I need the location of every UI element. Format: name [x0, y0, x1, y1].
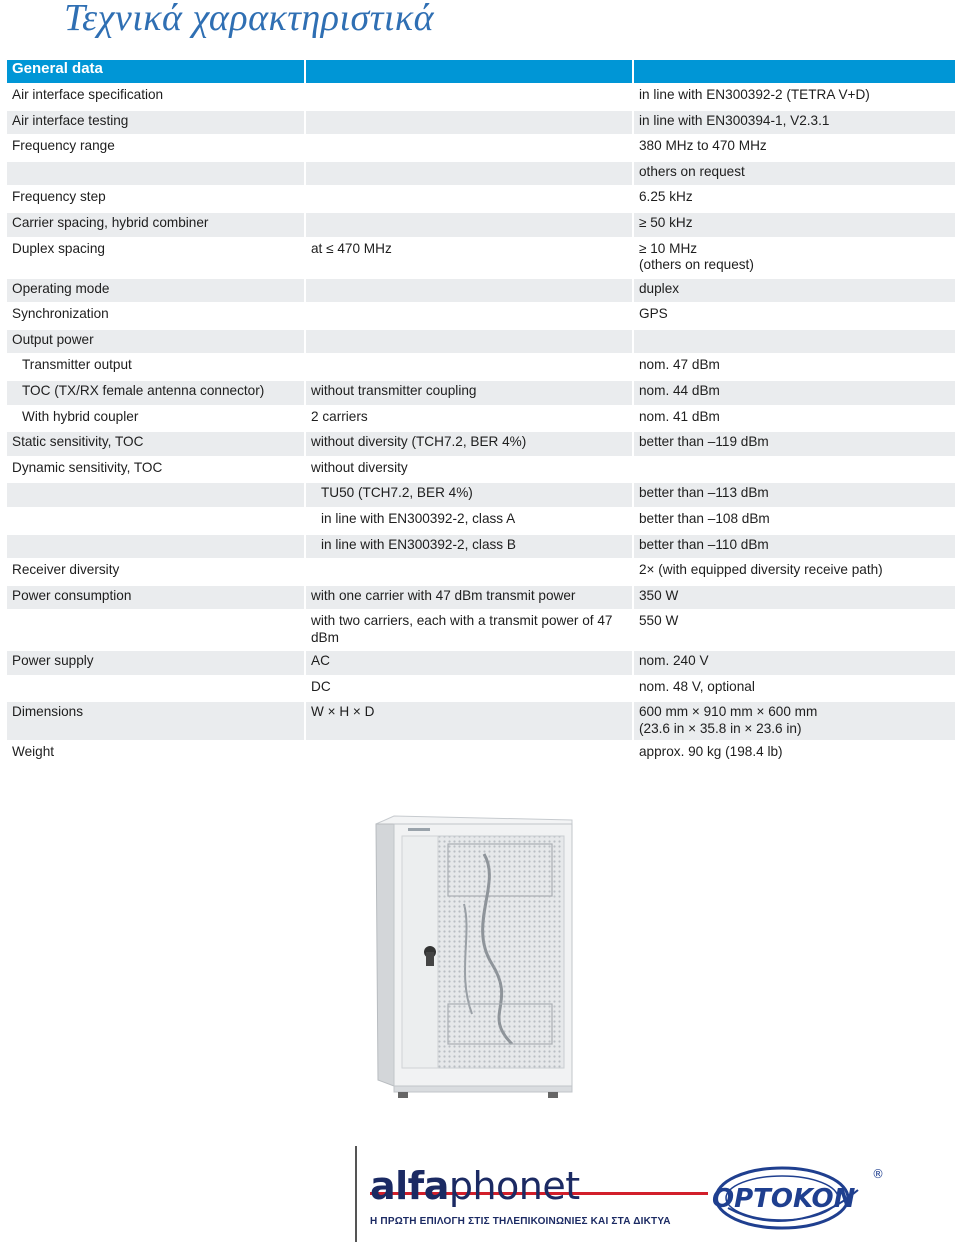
alfaphonet-tagline: Η ΠΡΩΤΗ ΕΠΙΛΟΓΗ ΣΤΙΣ ΤΗΛΕΠΙΚΟΙΝΩΝΙΕΣ ΚΑΙ ΣΤΑ ΔΙΚΤΥΑ: [370, 1216, 671, 1227]
row-label: Synchronization: [7, 303, 305, 329]
table-row: [7, 329, 956, 355]
table-row: [7, 212, 956, 238]
table-row: [7, 676, 956, 702]
row-condition: [305, 84, 633, 110]
row-condition: [305, 329, 633, 355]
table-header: General data: [7, 60, 305, 84]
table-row: [7, 508, 956, 534]
row-label: Dimensions: [7, 701, 305, 741]
row-value: 6.25 kHz: [633, 186, 956, 212]
table-row: [7, 701, 956, 741]
table-row: [7, 161, 956, 187]
row-condition: at ≤ 470 MHz: [305, 238, 633, 278]
row-value: 2× (with equipped diversity receive path): [633, 559, 956, 585]
row-label: [7, 610, 305, 650]
row-value: better than –110 dBm: [633, 534, 956, 560]
row-condition: [305, 354, 633, 380]
row-value: ≥ 50 kHz: [633, 212, 956, 238]
row-label: Frequency step: [7, 186, 305, 212]
optokon-logo: [708, 1160, 890, 1234]
row-value: [633, 457, 956, 483]
row-value: 550 W: [633, 610, 956, 650]
row-condition: without transmitter coupling: [305, 380, 633, 406]
table-row: [7, 380, 956, 406]
row-value: nom. 240 V: [633, 650, 956, 676]
row-label: Frequency range: [7, 135, 305, 161]
table-row: [7, 406, 956, 432]
row-condition: with one carrier with 47 dBm transmit power: [305, 585, 633, 611]
page-title: Τεχνικά χαρακτηριστικά: [64, 0, 435, 39]
row-value: ≥ 10 MHz (others on request): [633, 238, 956, 278]
row-condition: [305, 110, 633, 136]
optokon-wordmark: OPTOKON: [712, 1184, 856, 1214]
table-row: [7, 559, 956, 585]
row-label: Receiver diversity: [7, 559, 305, 585]
row-value: nom. 44 dBm: [633, 380, 956, 406]
row-condition: in line with EN300392-2, class A: [305, 508, 633, 534]
alfaphonet-wordmark: [370, 1166, 580, 1206]
row-label: Air interface testing: [7, 110, 305, 136]
row-label: Power consumption: [7, 585, 305, 611]
row-label: [7, 676, 305, 702]
table-row: [7, 135, 956, 161]
row-condition: [305, 135, 633, 161]
row-label: Static sensitivity, TOC: [7, 431, 305, 457]
row-label: Air interface specification: [7, 84, 305, 110]
row-condition: [305, 161, 633, 187]
table-row: [7, 650, 956, 676]
table-row: [7, 84, 956, 110]
row-condition: [305, 212, 633, 238]
table-row: [7, 354, 956, 380]
spec-table: [7, 60, 957, 768]
row-condition: [305, 741, 633, 767]
row-condition: without diversity: [305, 457, 633, 483]
row-value: others on request: [633, 161, 956, 187]
table-row: [7, 238, 956, 278]
table-header-row: [7, 60, 956, 84]
row-label: Operating mode: [7, 278, 305, 304]
table-row: [7, 278, 956, 304]
alfaphonet-logo: [370, 1150, 671, 1240]
logo-divider: [355, 1146, 357, 1242]
row-label: Duplex spacing: [7, 238, 305, 278]
row-value: nom. 48 V, optional: [633, 676, 956, 702]
row-condition: [305, 303, 633, 329]
row-label: Output power: [7, 329, 305, 355]
row-label: Carrier spacing, hybrid combiner: [7, 212, 305, 238]
row-condition: [305, 186, 633, 212]
table-row: [7, 303, 956, 329]
row-condition: with two carriers, each with a transmit power of 47 dBm: [305, 610, 633, 650]
table-row: [7, 534, 956, 560]
row-condition: in line with EN300392-2, class B: [305, 534, 633, 560]
row-label: [7, 508, 305, 534]
row-condition: DC: [305, 676, 633, 702]
row-value: GPS: [633, 303, 956, 329]
table-row: [7, 186, 956, 212]
row-label: Weight: [7, 741, 305, 767]
table-row: [7, 585, 956, 611]
row-condition: TU50 (TCH7.2, BER 4%): [305, 482, 633, 508]
row-condition: 2 carriers: [305, 406, 633, 432]
optokon-registered-mark: ®: [872, 1167, 884, 1181]
row-condition: without diversity (TCH7.2, BER 4%): [305, 431, 633, 457]
alfaphonet-prefix: alfa: [370, 1164, 449, 1208]
table-row: [7, 741, 956, 767]
row-label: [7, 534, 305, 560]
table-row: [7, 110, 956, 136]
row-value: 380 MHz to 470 MHz: [633, 135, 956, 161]
row-label: [7, 161, 305, 187]
row-value: in line with EN300392-2 (TETRA V+D): [633, 84, 956, 110]
row-value: nom. 41 dBm: [633, 406, 956, 432]
row-value: nom. 47 dBm: [633, 354, 956, 380]
row-condition: W × H × D: [305, 701, 633, 741]
cabinet-image: [372, 814, 578, 1100]
table-row: [7, 610, 956, 650]
row-value: approx. 90 kg (198.4 lb): [633, 741, 956, 767]
row-value: [633, 329, 956, 355]
row-condition: [305, 278, 633, 304]
table-row: [7, 482, 956, 508]
row-value: better than –119 dBm: [633, 431, 956, 457]
table-row: [7, 431, 956, 457]
row-value: better than –108 dBm: [633, 508, 956, 534]
table-row: [7, 457, 956, 483]
row-condition: [305, 559, 633, 585]
row-value: better than –113 dBm: [633, 482, 956, 508]
row-value: 600 mm × 910 mm × 600 mm (23.6 in × 35.8 in × 23.6 in): [633, 701, 956, 741]
row-label: TOC (TX/RX female antenna connector): [7, 380, 305, 406]
row-label: Transmitter output: [7, 354, 305, 380]
row-value: 350 W: [633, 585, 956, 611]
row-label: [7, 482, 305, 508]
row-value: in line with EN300394-1, V2.3.1: [633, 110, 956, 136]
row-label: Power supply: [7, 650, 305, 676]
row-label: Dynamic sensitivity, TOC: [7, 457, 305, 483]
alfaphonet-suffix: phonet: [448, 1164, 580, 1208]
row-value: duplex: [633, 278, 956, 304]
row-label: With hybrid coupler: [7, 406, 305, 432]
row-condition: AC: [305, 650, 633, 676]
